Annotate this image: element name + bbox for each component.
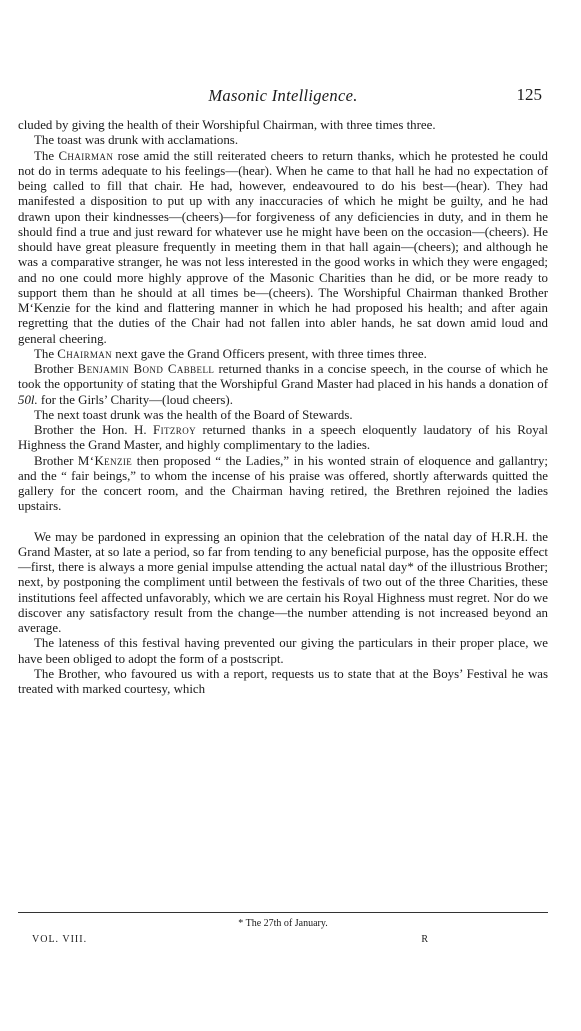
paragraph [18, 667, 548, 698]
paragraph-text: cluded by giving the health of their Worshipful Chairman, with three times three. [18, 118, 436, 132]
small-caps-name: Benjamin Bond Cabbell [77, 362, 215, 376]
footnote-divider [18, 912, 548, 913]
page-header [18, 86, 548, 108]
signature-mark: R [421, 934, 428, 945]
paragraph [18, 149, 548, 347]
paragraph-text: Brother [34, 453, 78, 468]
paragraph-text: rose amid the still reiterated cheers to return thanks, which he protested he could not do in terms adequate to his feelings—(hear). When he came to that hall he had no expectation of being called to fill that chair. He had, however, endeavoured to do his best—(hear). They had manifested a disposition to put up with any inaccuracies of which he might be guilty, and he had drawn upon their kindnesses—(cheers)—for forgiveness of any deficiencies in duty, and in them he should find a true and just reward for whatever use he might have been on the occasion—(cheers). He should have great pleasure frequently in meeting them in that hall again—(cheers); and although he was a comparative stranger, he was not less interested in the good works in which they were engaged; and no one could more highly approve of the Masonic Charities than he did, or be more ready to support them than he should at all times be—(cheers). The Worshipful Chairman thanked Brother M‘Kenzie for the kind and flattering manner in which he had proposed his health; and after again regretting that the duties of the Chair had not fallen into abler hands, he sat down amid loud and general cheering. [18, 148, 549, 346]
small-caps-name: M‘Kenzie [77, 453, 133, 468]
paragraph-text: The [34, 148, 59, 163]
italic-text: 50l. [18, 392, 38, 407]
paragraph [18, 133, 548, 148]
small-caps-name: Chairman [57, 346, 113, 361]
paragraph-text: Brother [34, 362, 78, 376]
paragraph-text: Brother the Hon. H. [34, 423, 154, 437]
paragraph-text: The lateness of this festival having prevented our giving the particulars in their proper place, we have been obliged to adopt the form of a postscript. [18, 636, 548, 666]
paragraph [18, 347, 548, 362]
paragraph-text: We may be pardoned in expressing an opinion that the celebration of the natal day of H.R.H. the Grand Master, at so late a period, so far from tending to any beneficial purpose, has the opposite effect—first, there is always a more genial impulse attending the actual natal day* of the illustrious Brother; next, by postponing the compliment until between the festivals of two out of the three Charities, these institutions feel affected unfavorably, which we are certain his Royal Highness must regret. Nor do we discover any satisfactory result from the change—the number attending is not increased beyond an average. [18, 529, 548, 635]
paragraph [18, 118, 548, 133]
paragraph [18, 408, 548, 423]
paragraph-text: next gave the Grand Officers present, with three times three. [112, 346, 427, 361]
small-caps-name: Fitzroy [153, 423, 197, 437]
paragraph-text: returned thanks in a speech eloquently laudatory of his Royal Highness the Grand Master, and highly complimentary to the ladies. [18, 423, 548, 453]
paragraph-text: The [34, 346, 58, 361]
paragraph [18, 636, 548, 667]
paragraph-text: returned thanks in a concise speech, in the course of which he took the opportunity of stating that the Worshipful Grand Master had placed in his hands a donation of [18, 362, 549, 392]
page-number: 125 [516, 85, 542, 104]
running-title: Masonic Intelligence. [208, 86, 358, 105]
paragraph [18, 530, 548, 637]
paragraph [18, 423, 548, 454]
paragraph-text: for the Girls’ Charity—(loud cheers). [37, 392, 233, 407]
volume-label: VOL. VIII. [32, 934, 88, 945]
article-body [18, 118, 548, 697]
paragraph [18, 362, 548, 408]
paragraph-text: The next toast drunk was the health of the Board of Stewards. [34, 407, 353, 422]
paragraph-text: The Brother, who favoured us with a report, requests us to state that at the Boys’ Festival he was treated with marked courtesy, which [18, 666, 548, 696]
paragraph-text: then proposed “ the Ladies,” in his wonted strain of eloquence and gallantry; and the “ fair beings,” to whom the incense of his praise was offered, shortly afterwards quitted the gallery for the concert room, and the Chairman having retired, the Brethren rejoined the ladies upstairs. [18, 453, 548, 514]
small-caps-name: Chairman [58, 148, 114, 163]
book-page [18, 0, 548, 1031]
paragraph [18, 454, 548, 515]
paragraph-text: The toast was drunk with acclamations. [34, 133, 239, 148]
footnote: * The 27th of January. [238, 918, 328, 929]
